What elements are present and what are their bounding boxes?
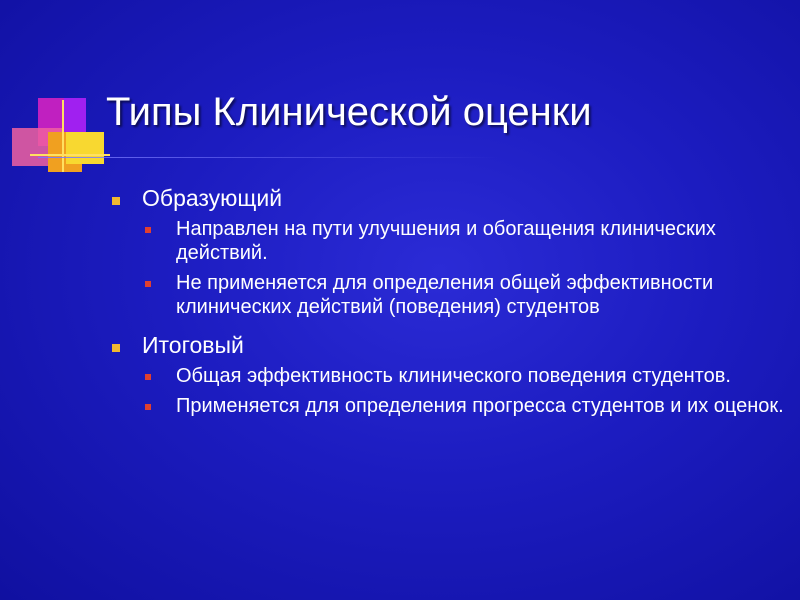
sub-list [142, 364, 790, 418]
section-heading: Итоговый [142, 332, 244, 358]
list-item [142, 271, 790, 319]
square-bullet-icon [112, 344, 120, 352]
slide-content [110, 183, 790, 418]
list-item [142, 364, 790, 388]
yellow-square [66, 132, 104, 164]
section-formative [110, 183, 790, 319]
square-bullet-icon [145, 404, 151, 410]
list-item [142, 217, 790, 265]
violet-square [64, 98, 86, 132]
list-item-text: Не применяется для определения общей эффективности клинических действий (поведения) студентов [176, 272, 714, 318]
section-heading: Образующий [142, 185, 283, 211]
decorative-squares-logo [0, 0, 120, 200]
title-underline [38, 157, 498, 158]
logo-line-vertical [62, 100, 64, 172]
list-item-text: Применяется для определения прогресса студентов и их оценок. [176, 395, 784, 417]
logo-line-horizontal [30, 154, 110, 156]
sub-list [142, 217, 790, 319]
list-item-text: Направлен на пути улучшения и обогащения клинических действий. [176, 218, 716, 264]
square-bullet-icon [145, 374, 151, 380]
square-bullet-icon [112, 197, 120, 205]
section-summative [110, 330, 790, 418]
slide-title: Типы Клинической оценки [106, 90, 592, 134]
square-bullet-icon [145, 281, 151, 287]
list-item [142, 394, 790, 418]
list-item-text: Общая эффективность клинического поведения студентов. [176, 365, 731, 387]
square-bullet-icon [145, 227, 151, 233]
